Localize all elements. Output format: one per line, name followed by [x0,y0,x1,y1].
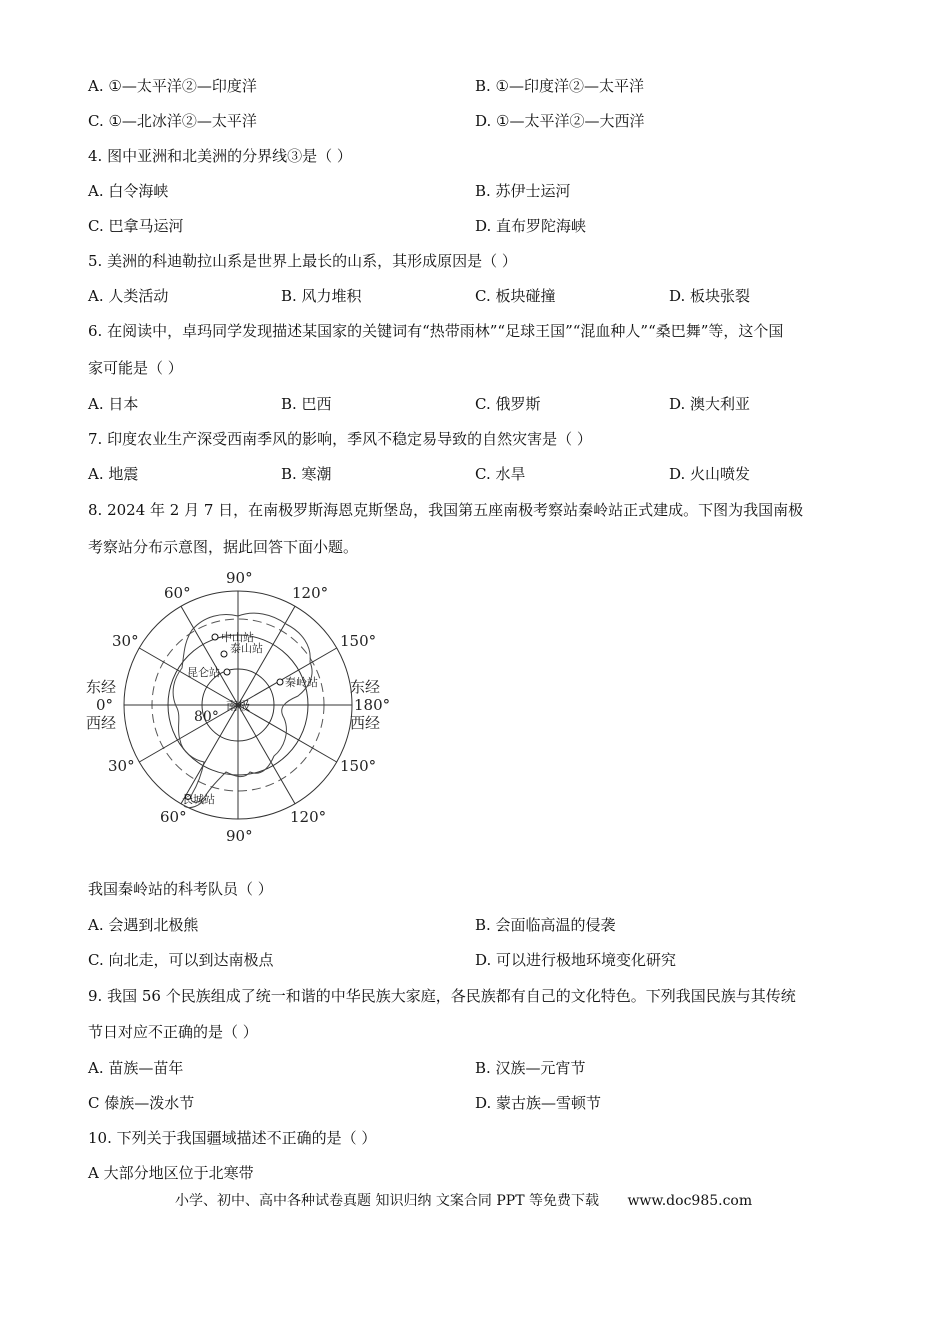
q7-option-d: D. 火山喷发 [669,465,751,483]
lon-0-label: 0° [96,696,114,714]
q8-sub-stem: 我国秦岭站的科考队员（ ） [88,880,273,898]
kunlun-station-label: 昆仑站 [187,666,220,679]
lon-60-top-label: 60° [164,584,191,602]
q6-option-d: D. 澳大利亚 [669,395,751,413]
q9-option-b: B. 汉族—元宵节 [475,1059,586,1077]
taishan-station-label: 泰山站 [230,642,263,655]
q9-option-a: A. 苗族—苗年 [88,1059,184,1077]
lon-30-top-left-label: 30° [112,632,139,650]
q5-option-c: C. 板块碰撞 [475,287,556,305]
q6-stem-line1: 6. 在阅读中，卓玛同学发现描述某国家的关键词有“热带雨林”“足球王国”“混血种人”“桑巴舞”等，这个国 [88,322,784,340]
q8-option-c: C. 向北走，可以到达南极点 [88,951,274,969]
east-longitude-right-label: 东经 [350,678,381,696]
q9-option-d: D. 蒙古族—雪顿节 [475,1094,602,1112]
q3-option-a: A. ①—太平洋②—印度洋 [88,77,257,95]
q6-stem-line2: 家可能是（ ） [88,359,183,377]
footer-url[interactable]: www.doc985.com [627,1193,753,1209]
latitude-80-label: 80° [194,709,219,725]
qinling-station-label: 秦岭站 [285,676,318,689]
q10-stem: 10. 下列关于我国疆域描述不正确的是（ ） [88,1129,377,1147]
south-pole-label: 南极 [226,699,251,713]
q9-stem-line1: 9. 我国 56 个民族组成了统一和谐的中华民族大家庭，各民族都有自己的文化特色。下列我国民族与其传统 [88,987,796,1005]
q9-stem-line2: 节日对应不正确的是（ ） [88,1023,258,1041]
west-longitude-right-label: 西经 [350,714,381,732]
q10-option-a: A 大部分地区位于北寒带 [88,1164,254,1182]
q3-option-b: B. ①—印度洋②—太平洋 [475,77,645,95]
q8-option-b: B. 会面临高温的侵袭 [475,916,616,934]
q6-option-c: C. 俄罗斯 [475,395,541,413]
q5-option-d: D. 板块张裂 [669,287,751,305]
kunlun-station-marker [224,669,230,675]
q7-option-b: B. 寒潮 [281,465,332,483]
lon-60-bottom-label: 60° [160,808,187,826]
changcheng-station-label: 长城站 [182,793,215,806]
q8-stem-line2: 考察站分布示意图，据此回答下面小题。 [88,538,359,556]
q5-option-a: A. 人类活动 [88,287,169,305]
q8-stem-line1: 8. 2024 年 2 月 7 日，在南极罗斯海恩克斯堡岛，我国第五座南极考察站秦岭站正式建成。下图为我国南极 [88,501,804,519]
east-longitude-left-label: 东经 [86,678,117,696]
lon-180-label: 180° [354,696,391,714]
taishan-station-marker [221,651,227,657]
zhongshan-station-label: 中山站 [221,631,254,644]
zhongshan-station-marker [212,634,218,640]
lon-90-bottom-label: 90° [226,827,253,845]
q4-option-b: B. 苏伊士运河 [475,182,571,200]
q8-option-d: D. 可以进行极地环境变化研究 [475,951,677,969]
lon-90-top-label: 90° [226,569,253,587]
q6-option-a: A. 日本 [88,395,139,413]
lon-120-bottom-label: 120° [290,808,327,826]
q6-option-b: B. 巴西 [281,395,332,413]
q3-option-d: D. ①—太平洋②—大西洋 [475,112,645,130]
q7-option-c: C. 水旱 [475,465,526,483]
footer-text: 小学、初中、高中各种试卷真题 知识归纳 文案合同 PPT 等免费下载 [175,1193,599,1209]
q7-option-a: A. 地震 [88,465,139,483]
q4-option-c: C. 巴拿马运河 [88,217,184,235]
q9-option-c: C 傣族—泼水节 [88,1094,195,1112]
q4-option-a: A. 白令海峡 [88,182,169,200]
lon-120-top-label: 120° [292,584,329,602]
lon-30-bottom-left-label: 30° [108,757,135,775]
q3-option-c: C. ①—北冰洋②—太平洋 [88,112,257,130]
q5-stem: 5. 美洲的科迪勒拉山系是世界上最长的山系，其形成原因是（ ） [88,252,517,270]
lon-150-top-right-label: 150° [340,632,377,650]
q8-option-a: A. 会遇到北极熊 [88,916,199,934]
q4-option-d: D. 直布罗陀海峡 [475,217,587,235]
qinling-station-marker [277,679,283,685]
q7-stem: 7. 印度农业生产深受西南季风的影响，季风不稳定易导致的自然灾害是（ ） [88,430,592,448]
lon-150-bottom-right-label: 150° [340,757,377,775]
antarctic-stations-map [84,566,394,851]
page-footer [175,1190,758,1210]
west-longitude-left-label: 西经 [86,714,117,732]
q5-option-b: B. 风力堆积 [281,287,362,305]
q4-stem: 4. 图中亚洲和北美洲的分界线③是（ ） [88,147,352,165]
